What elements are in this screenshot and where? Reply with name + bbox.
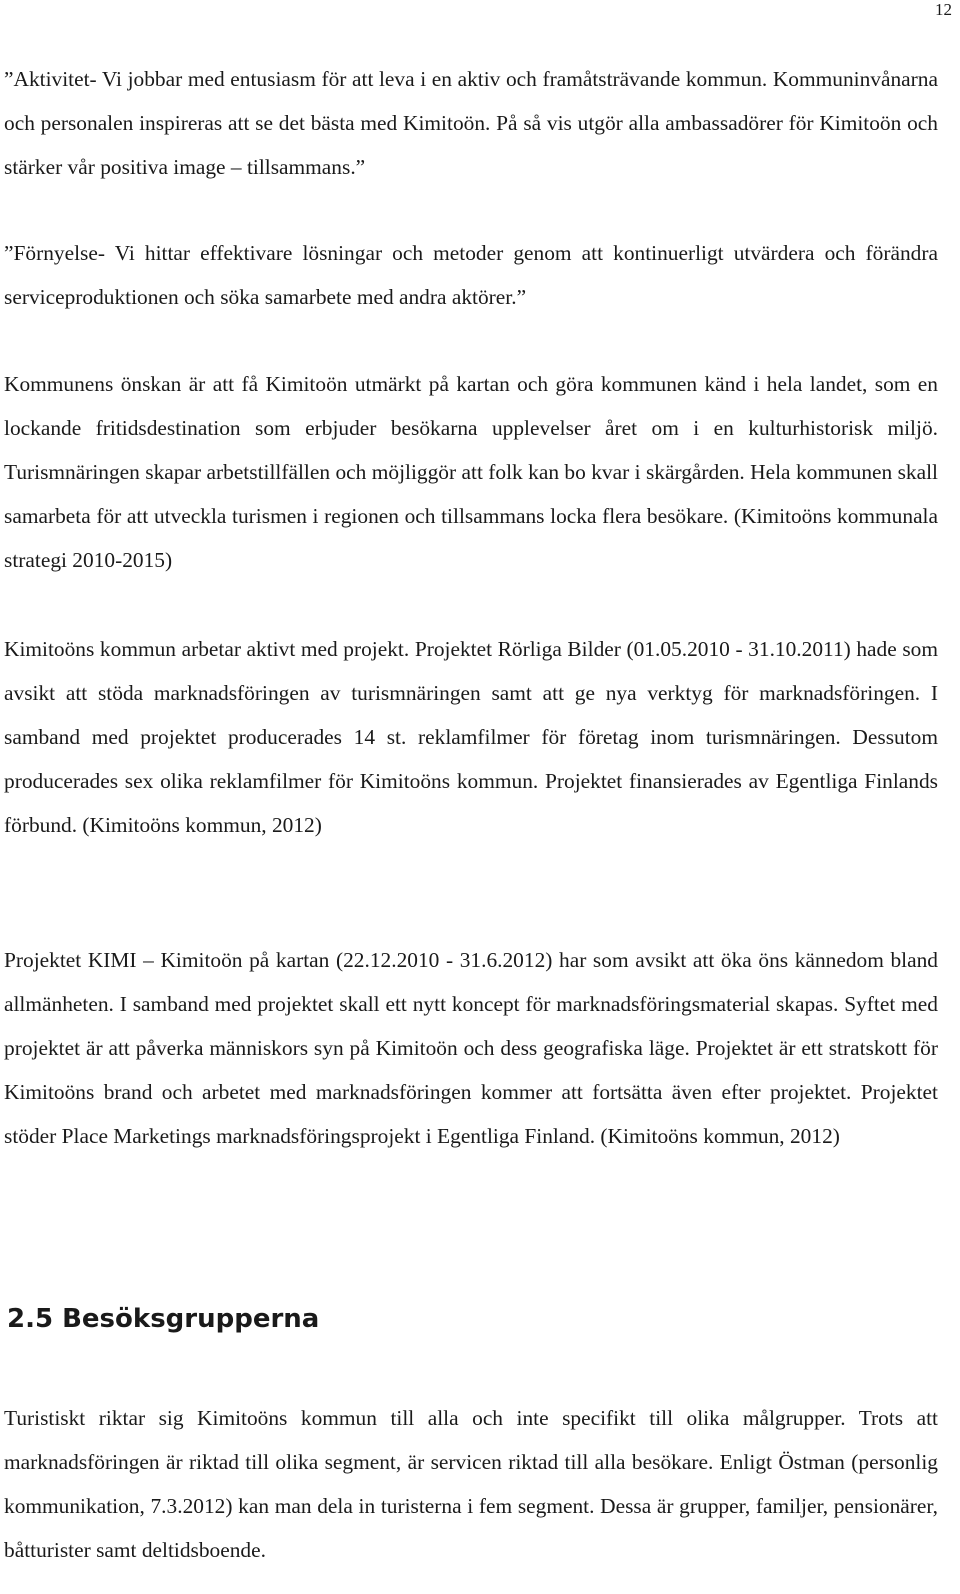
paragraph-besoksgrupper: Turistiskt riktar sig Kimitoöns kommun till alla och inte specifikt till olika målgrupper. Trots att marknadsföringen är riktad till olika segment, är servicen riktad till alla besökare. Enligt Östman (personlig kommunikation, 7.3.2012) kan man dela in turisterna i fem segment. Dessa är grupper, familjer, pensionärer, båtturister samt deltidsboende. [4,1406,938,1562]
paragraph-aktivitet: ”Aktivitet- Vi jobbar med entusiasm för att leva i en aktiv och framåtsträvande kommun. Kommuninvånarna och personalen inspireras att se det bästa med Kimitoön. På så vis utgör alla ambassadörer för Kimitoön och stärker vår positiva image – tillsammans.” [4,67,938,179]
section-heading: 2.5 Besöksgrupperna [7,1304,320,1334]
page-number: 12 [935,0,952,19]
paragraph-projekt-rorliga-bilder: Kimitoöns kommun arbetar aktivt med projekt. Projektet Rörliga Bilder (01.05.2010 - 31.10.2011) hade som avsikt att stöda marknadsföringen av turismnäringen samt att ge nya verktyg för marknadsföringen. I samband med projektet producerades 14 st. reklamfilmer för företag inom turismnäringen. Dessutom producerades sex olika reklamfilmer för Kimitoöns kommun. Projektet finansierades av Egentliga Finlands förbund. (Kimitoöns kommun, 2012) [4,637,938,837]
paragraph-fornyelse: ”Förnyelse- Vi hittar effektivare lösningar och metoder genom att kontinuerligt utvärdera och förändra serviceproduktionen och söka samarbete med andra aktörer.” [4,241,938,309]
paragraph-projekt-kimi: Projektet KIMI – Kimitoön på kartan (22.12.2010 - 31.6.2012) har som avsikt att öka öns kännedom bland allmänheten. I samband med projektet skall ett nytt koncept för marknadsföringsmaterial skapas. Syftet med projektet är att påverka människors syn på Kimitoön och dess geografiska läge. Projektet är ett stratskott för Kimitoöns brand och arbetet med marknadsföringen kommer att fortsätta även efter projektet. Projektet stöder Place Marketings marknadsföringsprojekt i Egentliga Finland. (Kimitoöns kommun, 2012) [4,948,938,1148]
paragraph-kommunens-onskan: Kommunens önskan är att få Kimitoön utmärkt på kartan och göra kommunen känd i hela landet, som en lockande fritidsdestination som erbjuder besökarna upplevelser året om i en kulturhistorisk miljö. Turismnäringen skapar arbetstillfällen och möjliggör att folk kan bo kvar i skärgården. Hela kommunen skall samarbeta för att utveckla turismen i regionen och tillsammans locka flera besökare. (Kimitoöns kommunala strategi 2010-2015) [4,372,938,572]
